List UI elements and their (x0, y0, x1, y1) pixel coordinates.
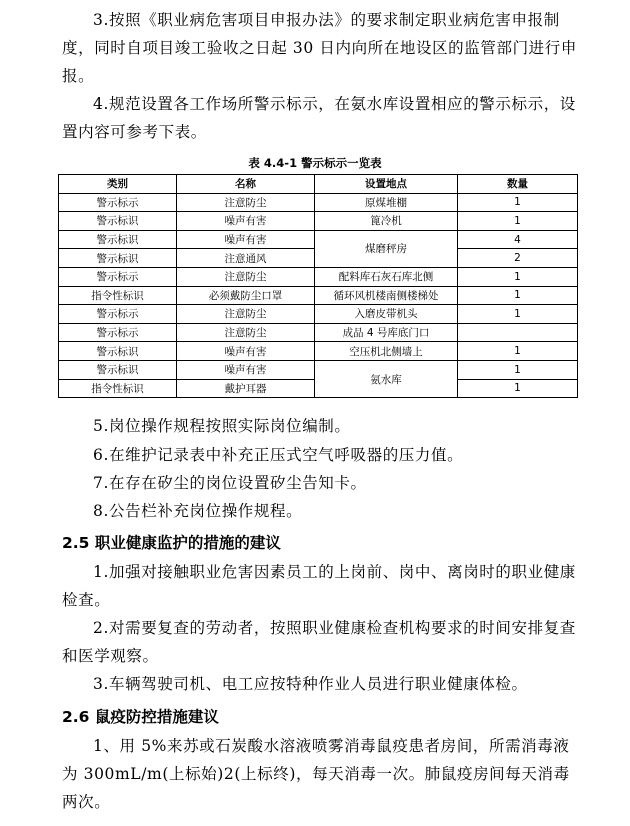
header-category: 类别 (59, 175, 177, 194)
cell-quantity: 1 (458, 379, 578, 398)
table-row (59, 193, 578, 212)
paragraph-item-6: 6.在维护记录表中补充正压式空气呼吸器的压力值。 (93, 446, 464, 464)
table-row (59, 342, 578, 361)
table-row (59, 212, 578, 231)
cell-category: 指令性标识 (59, 379, 177, 398)
cell-name: 噪声有害 (177, 360, 315, 379)
cell-category: 警示标识 (59, 230, 177, 249)
cell-category: 警示标示 (59, 323, 177, 342)
cell-quantity: 1 (458, 212, 578, 231)
table-row (59, 305, 578, 324)
cell-quantity: 4 (458, 230, 578, 249)
paragraph-item-4: 4.规范设置各工作场所警示标示，在氨水库设置相应的警示标示，设置内容可参考下表。 (62, 95, 576, 141)
table-row (59, 323, 578, 342)
cell-quantity: 1 (458, 193, 578, 212)
section-2-5-item-1: 1.加强对接触职业危害因素员工的上岗前、岗中、离岗时的职业健康检查。 (62, 563, 576, 609)
cell-quantity: 1 (458, 342, 578, 361)
header-quantity: 数量 (458, 175, 578, 194)
cell-quantity (458, 323, 578, 342)
cell-category: 警示标示 (59, 305, 177, 324)
table-row (59, 267, 578, 286)
section-2-5-item-3: 3.车辆驾驶司机、电工应按特种作业人员进行职业健康体检。 (93, 675, 528, 693)
cell-category: 警示标示 (59, 193, 177, 212)
cell-location: 成品 4 号库底门口 (315, 323, 458, 342)
section-heading-2-5: 2.5 职业健康监护的措施的建议 (62, 534, 281, 552)
section-heading-2-6: 2.6 鼠疫防控措施建议 (62, 708, 219, 726)
cell-name: 噪声有害 (177, 342, 315, 361)
cell-name: 噪声有害 (177, 212, 315, 231)
table-row (59, 230, 578, 249)
warning-sign-table (58, 174, 578, 398)
paragraph-item-8: 8.公告栏补充岗位操作规程。 (93, 502, 303, 520)
cell-name: 噪声有害 (177, 230, 315, 249)
cell-name: 戴护耳器 (177, 379, 315, 398)
table-row (59, 360, 578, 379)
section-2-6-item-1: 1、用 5%来苏或石炭酸水溶液喷雾消毒鼠疫患者房间，所需消毒液为 300mL/m(上标始)2(上标终)，每天消毒一次。肺鼠疫房间每天消毒两次。 (62, 737, 570, 811)
cell-name: 注意防尘 (177, 193, 315, 212)
cell-name: 注意防尘 (177, 305, 315, 324)
cell-quantity: 1 (458, 286, 578, 305)
paragraph-item-7: 7.在存在矽尘的岗位设置矽尘告知卡。 (93, 474, 367, 492)
paragraph-item-3: 3.按照《职业病危害项目申报办法》的要求制定职业病危害申报制度，同时自项目竣工验收之日起 30 日内向所在地设区的监管部门进行申报。 (62, 11, 577, 85)
cell-category: 警示标识 (59, 212, 177, 231)
table-header-row (59, 175, 578, 194)
cell-quantity: 1 (458, 305, 578, 324)
cell-category: 警示标识 (59, 342, 177, 361)
cell-quantity: 2 (458, 249, 578, 268)
table-row (59, 286, 578, 305)
header-location: 设置地点 (315, 175, 458, 194)
cell-name: 注意通风 (177, 249, 315, 268)
cell-quantity: 1 (458, 360, 578, 379)
header-name: 名称 (177, 175, 315, 194)
cell-name: 必须戴防尘口罩 (177, 286, 315, 305)
cell-location: 原煤堆棚 (315, 193, 458, 212)
cell-name: 注意防尘 (177, 267, 315, 286)
cell-category: 警示标识 (59, 249, 177, 268)
cell-location: 篦冷机 (315, 212, 458, 231)
cell-category: 指令性标识 (59, 286, 177, 305)
paragraph-item-5: 5.岗位操作规程按照实际岗位编制。 (93, 417, 351, 435)
table-caption: 表 4.4-1 警示标示一览表 (248, 156, 382, 170)
cell-name: 注意防尘 (177, 323, 315, 342)
cell-location: 循环风机楼南侧楼梯处 (315, 286, 458, 305)
cell-location: 氨水库 (315, 360, 458, 397)
cell-category: 警示标示 (59, 267, 177, 286)
cell-location: 入磨皮带机头 (315, 305, 458, 324)
cell-quantity: 1 (458, 267, 578, 286)
cell-location: 配料库石灰石库北侧 (315, 267, 458, 286)
cell-location: 煤磨秤房 (315, 230, 458, 267)
section-2-5-item-2: 2.对需要复查的劳动者，按照职业健康检查机构要求的时间安排复查和医学观察。 (62, 619, 576, 665)
cell-category: 警示标识 (59, 360, 177, 379)
cell-location: 空压机北侧墙上 (315, 342, 458, 361)
